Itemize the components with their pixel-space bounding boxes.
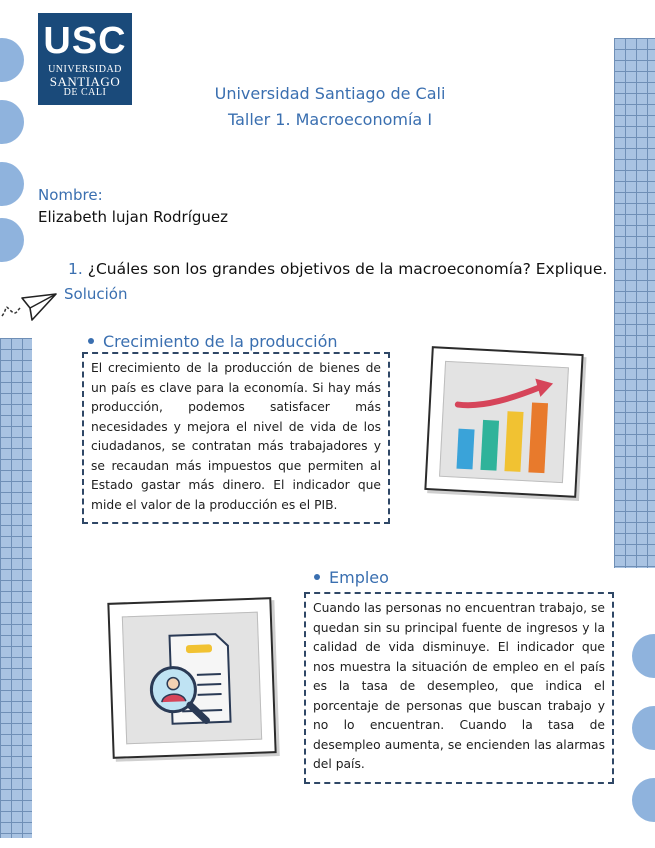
university-logo: USC UNIVERSIDAD SANTIAGO DE CALI — [38, 13, 132, 105]
decorative-dot — [632, 778, 655, 822]
question-number: 1. — [68, 260, 83, 278]
decorative-dot — [0, 100, 24, 144]
decorative-dot — [0, 38, 24, 82]
question — [68, 260, 607, 278]
growth-chart-photo — [424, 346, 583, 498]
decorative-grid-strip-left — [0, 338, 32, 838]
university-title: Universidad Santiago de Cali — [214, 84, 446, 103]
name-label: Nombre: — [38, 186, 103, 204]
bullet-dot — [88, 338, 94, 344]
decorative-dot — [632, 634, 655, 678]
course-title: Taller 1. Macroeconomía I — [227, 110, 433, 129]
decorative-grid-strip-right — [614, 38, 655, 568]
section-title-growth: Crecimiento de la producción — [88, 332, 338, 351]
decorative-dot — [0, 162, 24, 206]
paper-plane-icon — [0, 290, 58, 324]
decorative-dot — [632, 706, 655, 750]
section-title-employment: Empleo — [314, 568, 389, 587]
photo-background — [439, 361, 569, 483]
question-text: ¿Cuáles son los grandes objetivos de la macroeconomía? Explique. — [87, 260, 608, 278]
bar-chart-growth-icon — [440, 362, 568, 482]
resume-search-icon — [123, 613, 261, 744]
photo-background — [122, 612, 262, 745]
decorative-dot — [0, 218, 24, 262]
section-text-employment: Cuando las personas no encuentran trabajo, se quedan sin su principal fuente de ingresos y la calidad de vida disminuye. El indicador que nos muestra la situación de empleo en el país es la tasa de desempleo, que indica el porcentaje de personas que buscan trabajo y no lo encuentran. Cuando la tasa de desempleo aumenta, se encienden las alarmas del país. — [304, 592, 614, 784]
resume-search-photo — [107, 597, 276, 759]
solution-label: Solución — [64, 285, 128, 303]
bullet-dot — [314, 574, 320, 580]
student-name: Elizabeth lujan Rodríguez — [38, 208, 229, 226]
section-text-growth: El crecimiento de la producción de bienes de un país es clave para la economía. Si hay más producción, podemos satisfacer más necesidades y mejora el nivel de vida de los ciudadanos, se contratan más trabajadores y se recaudan más impuestos que permiten al Estado gastar más dinero. El indicador que mide el valor de la producción es el PIB. — [82, 352, 390, 524]
